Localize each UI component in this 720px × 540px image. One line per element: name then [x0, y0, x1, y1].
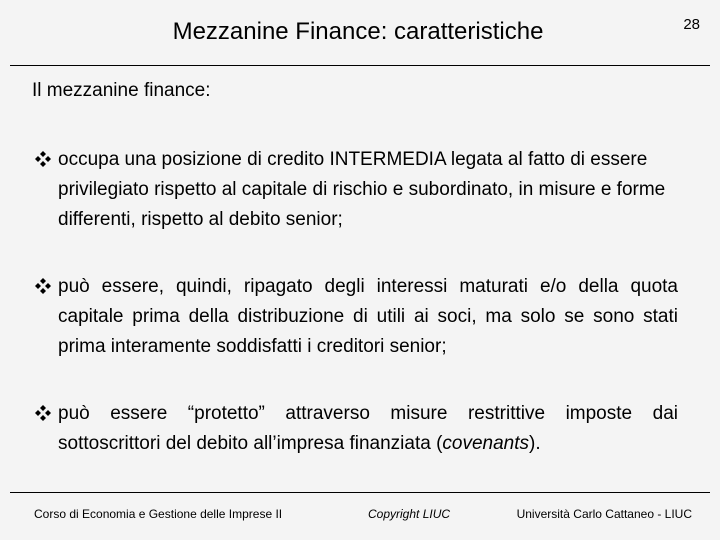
- diamond-bullet-icon: [34, 150, 52, 168]
- footer-university: Università Carlo Cattaneo - LIUC: [516, 507, 692, 521]
- bullet-text-3-before: può essere “protetto” attraverso misure restrittive imposte dai sottoscrittori del debito all’impresa finanziata (: [58, 403, 678, 454]
- slide-title: [0, 18, 720, 46]
- page-number: 28: [683, 16, 700, 33]
- bullet-text-3: [58, 399, 678, 459]
- intro-line: [32, 80, 211, 102]
- diamond-bullet-icon: [34, 404, 52, 422]
- bullet-text-3-after: ).: [529, 433, 541, 454]
- bullet-item-2: [34, 272, 678, 362]
- bottom-divider: [10, 492, 710, 493]
- bullet-item-1: [34, 145, 678, 235]
- intro-suffix: :: [205, 80, 211, 101]
- intro-prefix: Il: [32, 80, 47, 101]
- slide-title-text: Mezzanine Finance: caratteristiche: [172, 18, 544, 45]
- top-divider: [10, 65, 710, 66]
- intro-bold: mezzanine finance: [46, 80, 206, 101]
- bullet-item-3: [34, 399, 678, 459]
- bullet-text-1: occupa una posizione di credito INTERMEDIA legata al fatto di essere privilegiato rispetto al capitale di rischio e subordinato, in misure e forme differenti, rispetto al debito senior;: [58, 149, 666, 230]
- bullet-text-3-italic: covenants: [442, 433, 530, 454]
- bullet-text-2: può essere, quindi, ripagato degli interessi maturati e/o della quota capitale prima della distribuzione di utili ai soci, ma solo se sono stati prima interamente soddisfatti i creditori senior;: [58, 276, 678, 357]
- footer-course: Corso di Economia e Gestione delle Imprese II: [34, 507, 283, 521]
- footer-copyright: Copyright LIUC: [368, 507, 451, 521]
- diamond-bullet-icon: [34, 277, 52, 295]
